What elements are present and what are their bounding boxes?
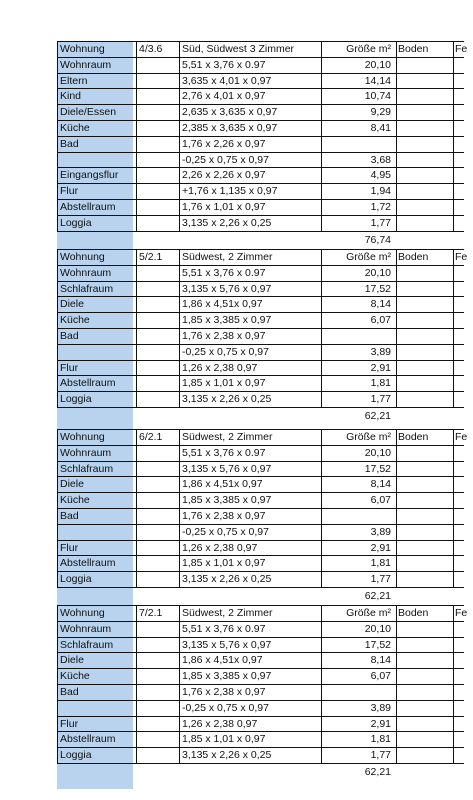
room-area: 1,77 bbox=[370, 393, 391, 406]
apartment-description: Südwest, 2 Zimmer bbox=[182, 607, 273, 619]
room-name: Abstellraum bbox=[60, 733, 116, 746]
room-name: Schlafraum bbox=[60, 282, 114, 295]
column-rule bbox=[136, 605, 137, 764]
column-rule bbox=[136, 429, 137, 588]
room-name: Loggia bbox=[60, 393, 92, 406]
extra-column-header: Fe bbox=[455, 251, 468, 263]
room-dimensions: 2,76 x 4,01 x 0,97 bbox=[182, 90, 266, 103]
room-name: Eltern bbox=[60, 74, 88, 87]
room-name bbox=[57, 525, 135, 540]
room-name: Flur bbox=[60, 185, 79, 198]
room-area: 3,68 bbox=[370, 153, 391, 166]
header-label: Wohnung bbox=[60, 251, 105, 263]
room-area: 2,91 bbox=[370, 717, 391, 730]
apartment-description: Süd, Südwest 3 Zimmer bbox=[182, 43, 295, 55]
room-dimensions: 2,385 x 3,635 x 0,97 bbox=[182, 122, 278, 134]
area-column-header: Größe m² bbox=[346, 43, 391, 55]
apartment-description: Südwest, 2 Zimmer bbox=[182, 431, 273, 443]
room-area: 8,14 bbox=[370, 478, 391, 491]
room-dimensions: 3,635 x 4,01 x 0,97 bbox=[182, 74, 272, 87]
room-name: Küche bbox=[60, 494, 90, 507]
area-column-header: Größe m² bbox=[346, 431, 391, 443]
room-name: Diele bbox=[60, 298, 84, 311]
room-area: 3,89 bbox=[370, 525, 391, 538]
apartment-total-area: 62,21 bbox=[364, 590, 391, 602]
extra-column-header: Fe bbox=[455, 431, 468, 443]
column-rule bbox=[453, 429, 454, 588]
room-area: 17,52 bbox=[364, 282, 391, 295]
room-area bbox=[321, 137, 395, 152]
room-name: Abstellraum bbox=[60, 201, 116, 213]
apartment-code: 5/2.1 bbox=[139, 251, 163, 263]
room-dimensions: 1,85 x 3,385 x 0,97 bbox=[182, 670, 272, 683]
room-dimensions: 1,76 x 2,38 x 0,97 bbox=[182, 686, 266, 698]
room-name: Eingangsflur bbox=[60, 169, 119, 182]
header-label: Wohnung bbox=[60, 607, 105, 619]
room-dimensions: 1,85 x 1,01 x 0,97 bbox=[182, 557, 266, 570]
column-rule bbox=[453, 249, 454, 408]
room-area: 6,07 bbox=[370, 670, 391, 683]
room-area: 6,07 bbox=[370, 314, 391, 327]
room-area: 20,10 bbox=[364, 266, 391, 279]
room-name: Diele/Essen bbox=[60, 106, 117, 119]
room-name: Diele bbox=[60, 654, 84, 667]
header-label: Wohnung bbox=[60, 43, 105, 55]
column-rule bbox=[136, 41, 137, 232]
room-name: Wohnraum bbox=[60, 58, 112, 71]
room-area: 10,74 bbox=[364, 90, 391, 103]
room-area: 1,81 bbox=[370, 377, 391, 390]
room-name: Abstellraum bbox=[60, 557, 116, 570]
area-column-header: Größe m² bbox=[346, 607, 391, 619]
room-dimensions: 1,86 x 4,51x 0,97 bbox=[182, 298, 263, 311]
room-dimensions: 3,135 x 5,76 x 0,97 bbox=[182, 282, 272, 295]
room-area: 14,14 bbox=[364, 74, 391, 87]
room-dimensions: 1,76 x 2,26 x 0,97 bbox=[182, 137, 266, 150]
room-name: Bad bbox=[60, 510, 79, 522]
room-name: Flur bbox=[60, 717, 79, 730]
room-name: Loggia bbox=[60, 749, 92, 762]
room-dimensions: -0,25 x 0,75 x 0,97 bbox=[182, 153, 269, 166]
apartment-code: 4/3.6 bbox=[139, 43, 163, 55]
room-name bbox=[57, 701, 135, 716]
room-area: 8,14 bbox=[370, 654, 391, 667]
room-name: Flur bbox=[60, 541, 79, 554]
floor-column-header: Boden bbox=[398, 43, 429, 55]
room-dimensions: 3,135 x 2,26 x 0,25 bbox=[182, 573, 272, 586]
room-dimensions: -0,25 x 0,75 x 0,97 bbox=[182, 701, 269, 714]
column-rule bbox=[396, 429, 397, 588]
extra-column-header: Fe bbox=[455, 43, 468, 55]
room-area: 4,95 bbox=[370, 169, 391, 182]
room-name bbox=[57, 345, 135, 360]
apartment-description: Südwest, 2 Zimmer bbox=[182, 251, 273, 263]
room-name: Küche bbox=[60, 122, 90, 134]
room-area: 8,41 bbox=[370, 122, 391, 134]
room-area: 1,81 bbox=[370, 733, 391, 746]
room-dimensions: 1,26 x 2,38 0,97 bbox=[182, 541, 258, 554]
room-name: Wohnraum bbox=[60, 446, 112, 459]
apartment-total-area: 62,21 bbox=[364, 410, 391, 422]
room-name: Bad bbox=[60, 330, 79, 342]
room-area bbox=[321, 329, 395, 344]
room-area: 1,77 bbox=[370, 573, 391, 586]
room-dimensions: 3,135 x 5,76 x 0,97 bbox=[182, 462, 272, 475]
area-column-header: Größe m² bbox=[346, 251, 391, 263]
room-area: 3,89 bbox=[370, 345, 391, 358]
room-dimensions: 1,85 x 3,385 x 0,97 bbox=[182, 314, 272, 327]
column-rule bbox=[453, 41, 454, 232]
room-area: 1,77 bbox=[370, 749, 391, 762]
room-dimensions: 3,135 x 2,26 x 0,25 bbox=[182, 393, 272, 406]
apartment-total-area: 76,74 bbox=[364, 233, 391, 246]
room-name bbox=[57, 153, 135, 168]
room-dimensions: 3,135 x 2,26 x 0,25 bbox=[182, 216, 272, 229]
header-label: Wohnung bbox=[60, 431, 105, 443]
room-name: Küche bbox=[60, 314, 90, 327]
room-name: Bad bbox=[60, 686, 79, 698]
column-rule bbox=[453, 605, 454, 764]
room-dimensions: 1,26 x 2,38 0,97 bbox=[182, 717, 258, 730]
column-rule bbox=[396, 249, 397, 408]
room-area: 2,91 bbox=[370, 361, 391, 374]
room-name: Loggia bbox=[60, 573, 92, 586]
room-dimensions: 1,85 x 1,01 x 0,97 bbox=[182, 377, 266, 390]
column-rule bbox=[396, 605, 397, 764]
room-dimensions: 5,51 x 3,76 x 0.97 bbox=[182, 58, 266, 71]
room-dimensions: -0,25 x 0,75 x 0,97 bbox=[182, 525, 269, 538]
room-area: 9,29 bbox=[370, 106, 391, 119]
room-dimensions: -0,25 x 0,75 x 0,97 bbox=[182, 345, 269, 358]
floor-column-header: Boden bbox=[398, 431, 429, 443]
room-dimensions: 5,51 x 3,76 x 0.97 bbox=[182, 446, 266, 459]
room-dimensions: 3,135 x 5,76 x 0,97 bbox=[182, 638, 272, 651]
room-area: 17,52 bbox=[364, 462, 391, 475]
apartment-code: 6/2.1 bbox=[139, 431, 163, 443]
room-dimensions: +1,76 x 1,135 x 0,97 bbox=[182, 185, 278, 198]
room-name: Diele bbox=[60, 478, 84, 491]
room-name: Wohnraum bbox=[60, 266, 112, 279]
room-dimensions: 1,86 x 4,51x 0,97 bbox=[182, 654, 263, 667]
room-area: 1,94 bbox=[370, 185, 391, 198]
room-name: Loggia bbox=[60, 216, 92, 229]
room-name: Abstellraum bbox=[60, 377, 116, 390]
apartment-code: 7/2.1 bbox=[139, 607, 163, 619]
room-name: Wohnraum bbox=[60, 622, 112, 635]
floor-column-header: Boden bbox=[398, 607, 429, 619]
room-area: 20,10 bbox=[364, 446, 391, 459]
room-area: 8,14 bbox=[370, 298, 391, 311]
room-dimensions: 1,26 x 2,38 0,97 bbox=[182, 361, 258, 374]
room-dimensions: 2,26 x 2,26 x 0,97 bbox=[182, 169, 266, 182]
room-dimensions: 1,76 x 2,38 x 0,97 bbox=[182, 510, 266, 522]
room-dimensions: 5,51 x 3,76 x 0.97 bbox=[182, 266, 266, 279]
room-name: Kind bbox=[60, 90, 82, 103]
column-rule bbox=[136, 249, 137, 408]
room-area: 1,81 bbox=[370, 557, 391, 570]
room-name: Bad bbox=[60, 137, 79, 150]
room-dimensions: 2,635 x 3,635 x 0,97 bbox=[182, 106, 278, 119]
apartment-total-area: 62,21 bbox=[364, 766, 391, 778]
room-name: Flur bbox=[60, 361, 79, 374]
room-dimensions: 1,76 x 2,38 x 0,97 bbox=[182, 330, 266, 342]
room-area: 2,91 bbox=[370, 541, 391, 554]
room-area: 3,89 bbox=[370, 701, 391, 714]
room-dimensions: 1,86 x 4,51x 0,97 bbox=[182, 478, 263, 491]
room-dimensions: 1,85 x 1,01 x 0,97 bbox=[182, 733, 266, 746]
room-area: 6,07 bbox=[370, 494, 391, 507]
floor-column-header: Boden bbox=[398, 251, 429, 263]
room-dimensions: 1,85 x 3,385 x 0,97 bbox=[182, 494, 272, 507]
room-dimensions: 5,51 x 3,76 x 0.97 bbox=[182, 622, 266, 635]
room-name: Küche bbox=[60, 670, 90, 683]
room-name: Schlafraum bbox=[60, 462, 114, 475]
room-dimensions: 1,76 x 1,01 x 0,97 bbox=[182, 201, 266, 213]
column-rule bbox=[396, 41, 397, 232]
room-name: Schlafraum bbox=[60, 638, 114, 651]
room-area bbox=[321, 685, 395, 700]
room-dimensions: 3,135 x 2,26 x 0,25 bbox=[182, 749, 272, 762]
room-area: 17,52 bbox=[364, 638, 391, 651]
room-area: 1,77 bbox=[370, 216, 391, 229]
room-area: 20,10 bbox=[364, 622, 391, 635]
extra-column-header: Fe bbox=[455, 607, 468, 619]
room-area: 20,10 bbox=[364, 58, 391, 71]
room-area bbox=[321, 509, 395, 524]
room-area: 1,72 bbox=[370, 201, 391, 213]
